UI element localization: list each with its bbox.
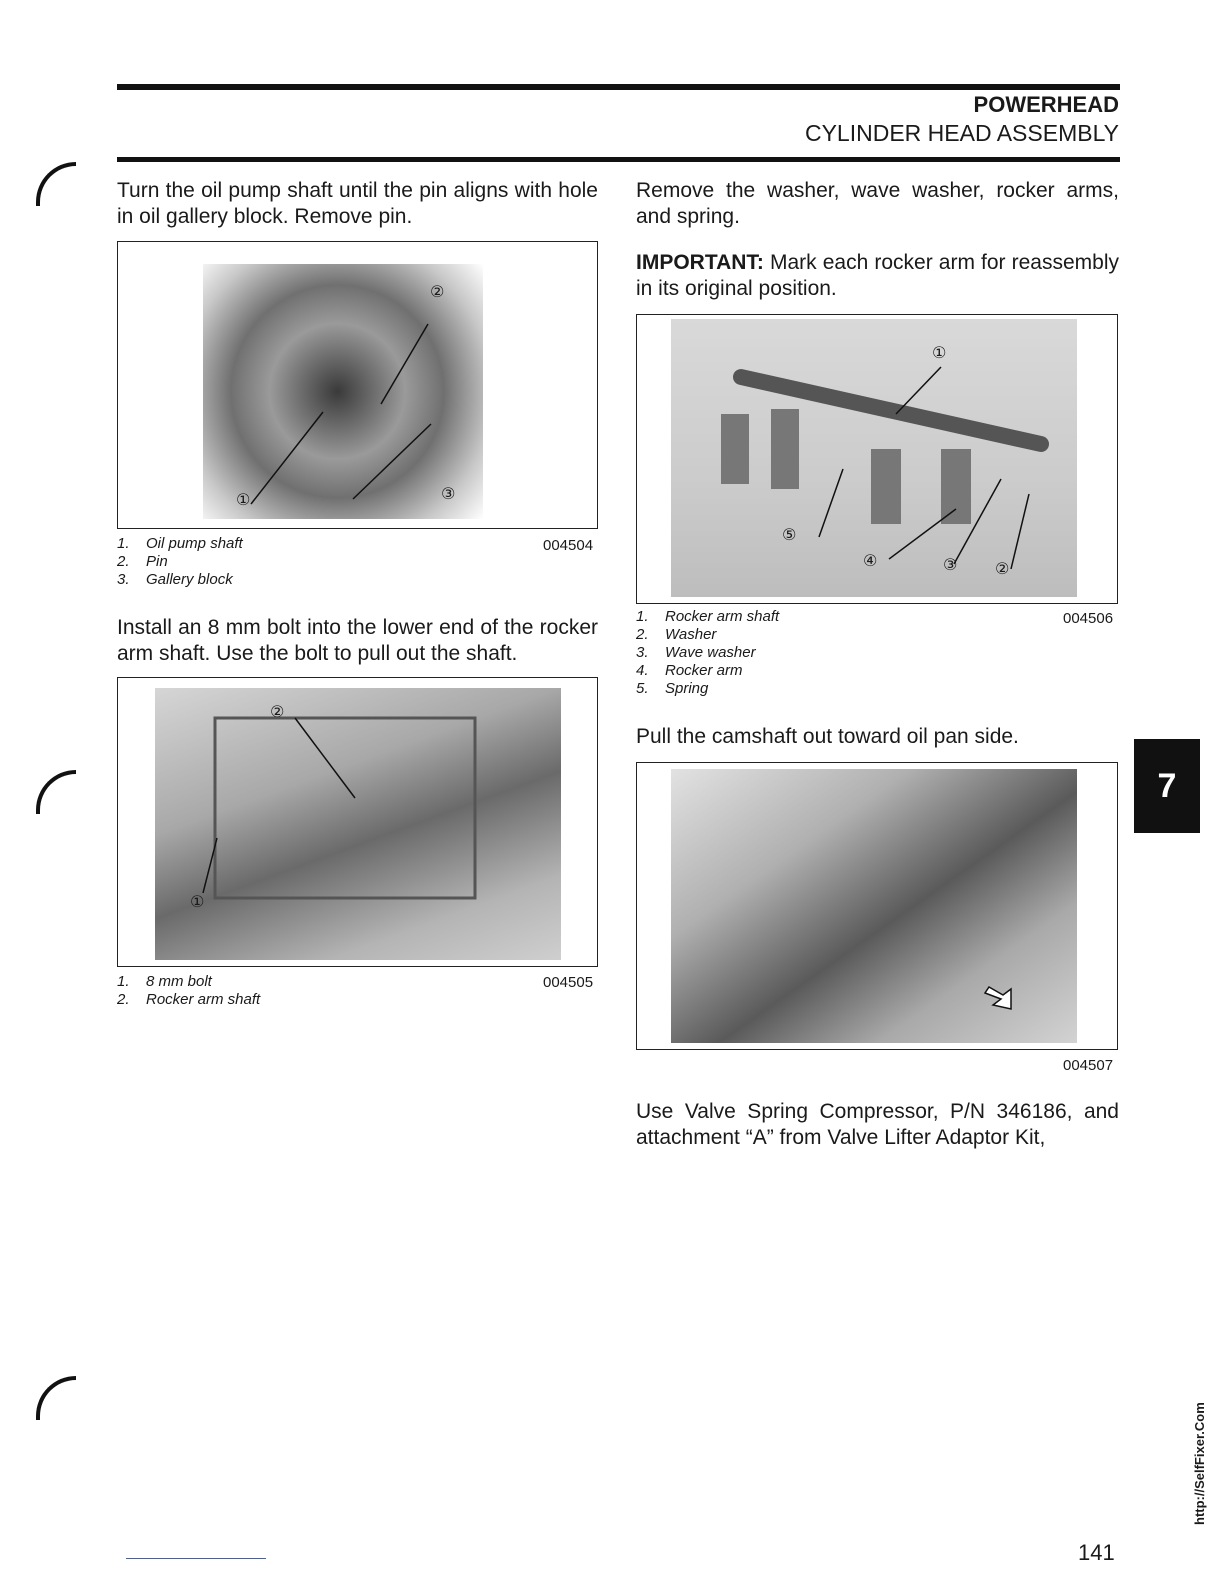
important-note (636, 250, 1119, 302)
legend-item: 2. Washer (636, 626, 717, 643)
legend-item: 5. Spring (636, 680, 709, 697)
instruction-text: Pull the camshaft out toward oil pan side. (636, 725, 1019, 748)
section-title: POWERHEAD (973, 92, 1119, 117)
oil-pump-callouts (203, 264, 483, 519)
subsection-title: CYLINDER HEAD ASSEMBLY (804, 120, 1119, 146)
header-bottom-rule (117, 157, 1120, 162)
important-label: IMPORTANT: (636, 251, 764, 274)
figure-id: 004506 (1063, 610, 1114, 627)
legend-item: 2. Rocker arm shaft (117, 991, 261, 1008)
watermark-url: http://SelfFixer.Com (1192, 1402, 1207, 1525)
callout-1: ① (190, 892, 205, 911)
instruction-text: Use Valve Spring Compressor, P/N 346186, and attachment “A” from Valve Lifter Adaptor Kit, (636, 1100, 1119, 1149)
figure-id: 004507 (1063, 1057, 1114, 1074)
callout-4: ④ (863, 551, 878, 570)
figure-rocker-shaft-removal (117, 677, 598, 967)
callout-1: ① (236, 490, 251, 509)
legend-item: 1. 8 mm bolt (117, 973, 212, 990)
callout-1: ① (932, 343, 947, 362)
legend-item: 1. Rocker arm shaft (636, 608, 780, 625)
figure-legend (117, 973, 437, 1009)
camshaft-photo (671, 769, 1077, 1043)
callout-5: ⑤ (782, 525, 797, 544)
figure-oil-pump (117, 241, 598, 529)
oil-pump-photo (203, 264, 483, 519)
legend-item: 3. Gallery block (117, 571, 233, 588)
binder-hole-mark (36, 770, 76, 814)
chapter-tab: 7 (1134, 739, 1200, 833)
page-number: 141 (1078, 1540, 1115, 1565)
instruction-text: Remove the washer, wave washer, rocker arms, and spring. (636, 179, 1119, 228)
legend-item: 4. Rocker arm (636, 662, 743, 679)
callout-2: ② (995, 559, 1010, 578)
cylinder-head-photo (155, 688, 561, 960)
header-top-rule (117, 84, 1120, 90)
callout-3: ③ (441, 484, 456, 503)
figure-legend (636, 608, 956, 698)
figure-rocker-parts (636, 314, 1118, 604)
instruction-text: Turn the oil pump shaft until the pin aligns with hole in oil gallery block. Remove pin. (117, 179, 598, 228)
legend-item: 2. Pin (117, 553, 168, 570)
callout-2: ② (270, 702, 285, 721)
legend-item: 3. Wave washer (636, 644, 756, 661)
callout-2: ② (430, 282, 445, 301)
legend-item: 1. Oil pump shaft (117, 535, 243, 552)
bottom-link-line (126, 1558, 266, 1559)
figure-id: 004505 (543, 974, 594, 991)
figure-id: 004504 (543, 537, 594, 554)
figure-camshaft (636, 762, 1118, 1050)
important-text: Mark each rocker arm for reassembly in its original position. (636, 251, 1119, 300)
binder-hole-mark (36, 1376, 76, 1420)
figure-legend (117, 535, 437, 589)
callout-3: ③ (943, 555, 958, 574)
binder-hole-mark (36, 162, 76, 206)
camshaft-arrow (671, 769, 1077, 1043)
instruction-text: Install an 8 mm bolt into the lower end of the rocker arm shaft. Use the bolt to pull out the shaft. (117, 616, 598, 665)
rocker-shaft-callouts (155, 688, 561, 960)
